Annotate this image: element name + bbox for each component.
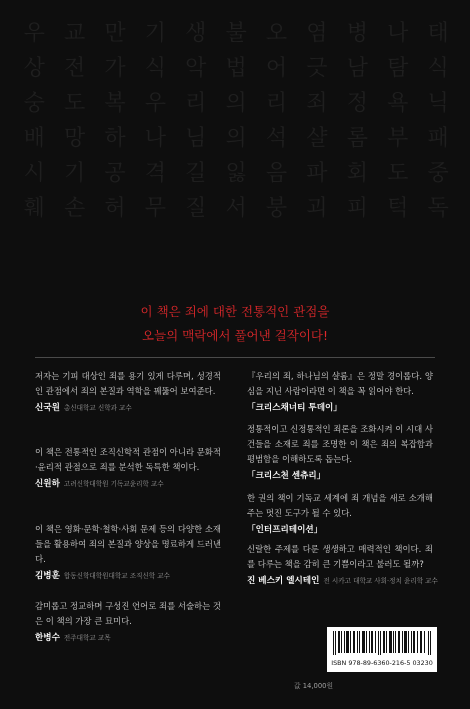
background-glyph: 공 — [104, 161, 126, 186]
reviewer-affiliation: 합동신학대학원대학교 조직신학 교수 — [63, 572, 171, 580]
background-glyph: 패 — [427, 126, 449, 151]
background-glyph: 악 — [185, 56, 207, 81]
background-glyph: 파 — [306, 161, 328, 186]
background-glyph: 배 — [23, 126, 45, 151]
reviewer-affiliation: 전 시카고 대학교 사회·정치 윤리학 교수 — [323, 577, 438, 585]
review — [247, 369, 433, 415]
background-glyph: 탐 — [387, 56, 409, 81]
reviewer-name: 진 베스키 엘시테인 — [247, 576, 320, 586]
background-glyph: 리 — [185, 91, 207, 116]
background-glyph: 피 — [346, 196, 368, 221]
background-glyph: 의 — [225, 126, 247, 151]
background-glyph: 의 — [225, 91, 247, 116]
review-attribution — [247, 574, 438, 588]
background-glyph: 시 — [23, 161, 45, 186]
background-glyph: 기 — [63, 161, 86, 186]
background-glyph: 무 — [144, 196, 166, 221]
background-glyph: 망 — [63, 126, 86, 151]
background-glyph: 허 — [104, 196, 126, 221]
review-attribution — [247, 401, 433, 415]
reviewer-name: 「크리스채너티 투데이」 — [247, 403, 342, 413]
background-glyph: 턱 — [387, 196, 409, 221]
background-glyph: 나 — [387, 21, 409, 46]
background-glyph: 남 — [346, 56, 368, 81]
reviewer-name: 김병훈 — [35, 571, 60, 581]
background-glyph: 롬 — [346, 126, 368, 151]
background-glyph: 님 — [185, 126, 207, 151]
review-attribution — [35, 401, 221, 415]
background-glyph: 교 — [63, 21, 86, 46]
background-glyph: 훼 — [23, 196, 45, 221]
background-glyph: 어 — [265, 56, 288, 81]
review-attribution — [247, 523, 433, 537]
review-attribution — [35, 631, 221, 645]
background-glyph: 부 — [387, 126, 409, 151]
background-glyph: 음 — [265, 161, 288, 186]
review — [247, 422, 433, 483]
background-glyph: 손 — [63, 196, 86, 221]
background-glyph: 도 — [387, 161, 409, 186]
background-glyph: 복 — [104, 91, 126, 116]
background-glyph: 전 — [63, 56, 86, 81]
reviewer-name: 신원하 — [35, 479, 60, 489]
reviewer-name: 한병수 — [35, 633, 60, 643]
background-glyph: 리 — [265, 91, 288, 116]
review-text: 저자는 기피 대상인 죄를 용기 있게 다루며, 성경적인 관점에서 죄의 본질과 역학을 꿰뚫어 보여준다. — [35, 371, 221, 396]
review-attribution — [35, 569, 221, 583]
price-label: 값 14,000원 — [294, 682, 334, 690]
review — [35, 599, 221, 645]
background-glyph: 만 — [104, 21, 126, 46]
background-glyph: 긋 — [306, 56, 328, 81]
background-glyph: 나 — [144, 126, 166, 151]
background-glyph: 격 — [144, 161, 166, 186]
background-glyph: 석 — [265, 126, 288, 151]
barcode-icon — [333, 631, 431, 655]
background-glyph: 욕 — [387, 91, 409, 116]
reviewer-affiliation: 고려신학대학원 기독교윤리학 교수 — [63, 480, 164, 488]
reviewer-name: 「인터프리테이션」 — [247, 525, 323, 535]
background-glyph: 회 — [346, 161, 368, 186]
background-glyph: 태 — [427, 21, 449, 46]
review-attribution — [247, 469, 433, 483]
review — [35, 369, 221, 415]
background-glyph: 식 — [427, 56, 449, 81]
background-glyph: 법 — [225, 56, 247, 81]
review — [35, 522, 221, 583]
review-text: 이 책은 전통적인 조직신학적 관점이 아니라 문화적·윤리적 관점으로 죄를 분석한 독특한 책이다. — [35, 447, 221, 472]
background-glyph: 상 — [23, 56, 45, 81]
background-glyph: 염 — [306, 21, 328, 46]
background-glyph: 기 — [144, 21, 166, 46]
background-glyph: 질 — [185, 196, 207, 221]
review-text: 감미롭고 정교하며 구성진 언어로 죄를 서술하는 것은 이 책의 가장 큰 묘미다. — [35, 601, 221, 626]
divider-rule — [35, 357, 435, 358]
background-glyph: 독 — [427, 196, 449, 221]
background-glyph: 우 — [23, 21, 45, 46]
background-glyph: 가 — [104, 56, 126, 81]
isbn-barcode — [327, 627, 437, 672]
review-text: 『우리의 죄, 하나님의 샬롬』은 정말 경이롭다. 양심을 지닌 사람이라면 이 책을 꼭 읽어야 한다. — [247, 371, 433, 396]
background-glyph: 숭 — [23, 91, 45, 116]
review-attribution — [35, 477, 221, 491]
background-glyph-grid — [14, 16, 458, 226]
background-glyph: 닉 — [427, 91, 449, 116]
tagline-line-2: 오늘의 맥락에서 풀어낸 걸작이다! — [142, 328, 328, 343]
background-glyph: 생 — [185, 21, 207, 46]
background-glyph: 괴 — [306, 196, 328, 221]
background-glyph: 우 — [144, 91, 166, 116]
background-glyph: 죄 — [306, 91, 328, 116]
review-text: 신랄한 주제를 다룬 생생하고 매력적인 책이다. 죄를 다루는 책을 감히 큰 기쁨이라고 불러도 될까? — [247, 544, 433, 569]
review — [247, 542, 438, 588]
isbn-number: ISBN 978-89-6360-216-5 03230 — [331, 659, 433, 667]
review-text: 한 권의 책이 기독교 세계에 죄 개념을 새로 소개해 주는 멋진 도구가 될 수 있다. — [247, 493, 433, 518]
review-text: 이 책은 영화·문학·철학·사회 문제 등의 다양한 소재들을 활용하여 죄의 본질과 양상을 명료하게 드러낸다. — [35, 524, 221, 564]
background-glyph: 길 — [185, 161, 207, 186]
background-glyph: 병 — [346, 21, 368, 46]
review-text: 정통적이고 신정통적인 죄론을 조화시켜 이 시대 사건들을 소재로 죄를 조명한 이 책은 죄의 복잡함과 평범함을 이해하도록 돕는다. — [247, 424, 433, 464]
reviewer-name: 신국원 — [35, 403, 60, 413]
review — [247, 491, 433, 537]
background-glyph: 붕 — [265, 196, 288, 221]
tagline-line-1: 이 책은 죄에 대한 전통적인 관점을 — [140, 304, 330, 319]
background-glyph: 정 — [346, 91, 368, 116]
reviewer-affiliation: 전주대학교 교목 — [63, 634, 111, 642]
background-glyph: 서 — [225, 196, 247, 221]
background-glyph: 불 — [225, 21, 247, 46]
background-glyph: 중 — [427, 161, 449, 186]
background-glyph: 샬 — [306, 126, 328, 151]
background-glyph: 식 — [144, 56, 166, 81]
background-glyph: 잃 — [225, 161, 247, 186]
background-glyph: 오 — [265, 21, 288, 46]
review — [35, 445, 221, 491]
reviewer-name: 「크리스천 센츄리」 — [247, 471, 326, 481]
background-glyph: 하 — [104, 126, 126, 151]
background-glyph: 도 — [63, 91, 86, 116]
reviewer-affiliation: 총신대학교 신학과 교수 — [63, 404, 132, 412]
tagline — [0, 300, 470, 348]
